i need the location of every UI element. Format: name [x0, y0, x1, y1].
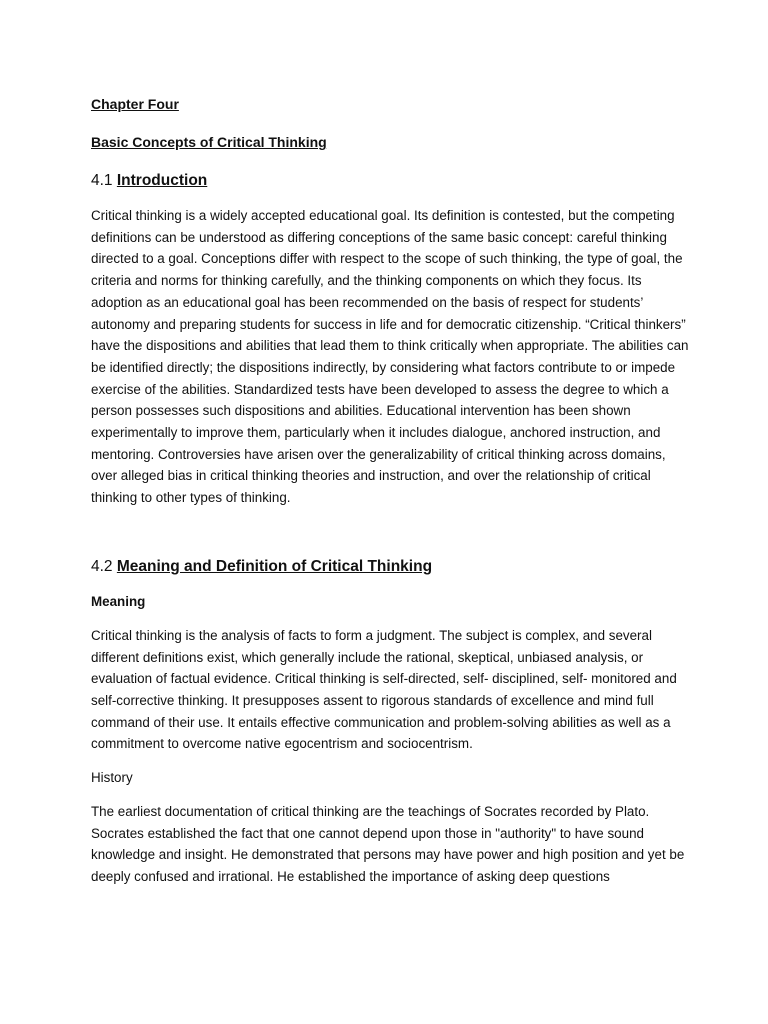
section-number: 4.1 — [91, 172, 113, 189]
section-heading-introduction — [91, 169, 691, 193]
chapter-title: Chapter Four — [91, 96, 179, 112]
history-subheading: History — [91, 770, 133, 786]
document-body — [91, 93, 691, 888]
section-heading-meaning-definition — [91, 555, 691, 579]
chapter-subtitle: Basic Concepts of Critical Thinking — [91, 134, 327, 150]
meaning-paragraph: Critical thinking is the analysis of facts to form a judgment. The subject is complex, and several different definitions exist, which generally include the rational, skeptical, unbiased analysis, or evaluation of factual evidence. Critical thinking is self-directed, self- disciplined, self- monitored and self-corrective thinking. It presupposes assent to rigorous standards of excellence and mind full command of their use. It entails effective communication and problem-solving abilities as well as a commitment to overcome native egocentrism and sociocentrism. — [91, 627, 677, 752]
section-title: Introduction — [116, 172, 208, 189]
introduction-paragraph: Critical thinking is a widely accepted educational goal. Its definition is contested, but the competing definitions can be understood as differing conceptions of the same basic concept: careful thinking directed to a goal. Conceptions differ with respect to the scope of such thinking, the type of goal, the criteria and norms for thinking carefully, and the thinking components on which they focus. Its adoption as an educational goal has been recommended on the basis of respect for students’ autonomy and preparing students for success in life and for democratic citizenship. “Critical thinkers” have the dispositions and abilities that lead them to think critically when appropriate. The abilities can be identified directly; the dispositions indirectly, by considering what factors contribute to or impede exercise of the abilities. Standardized tests have been developed to assess the degree to which a person possesses such dispositions and abilities. Educational intervention has been shown experimentally to improve them, particularly when it includes dialogue, anchored instruction, and mentoring. Controversies have arisen over the generalizability of critical thinking across domains, over alleged bias in critical thinking theories and instruction, and over the relationship of critical thinking to other types of thinking. — [91, 208, 689, 506]
section-number: 4.2 — [91, 557, 113, 575]
meaning-subheading: Meaning — [91, 593, 146, 609]
history-paragraph: The earliest documentation of critical thinking are the teachings of Socrates recorded by Plato. Socrates established the fact that one cannot depend upon those in "authority" to have sound knowledge and insight. He demonstrated that persons may have power and high position and yet be deeply confused and irrational. He established the importance of asking deep questions — [91, 804, 685, 885]
section-title: Meaning and Definition of Critical Thinking — [116, 557, 433, 575]
